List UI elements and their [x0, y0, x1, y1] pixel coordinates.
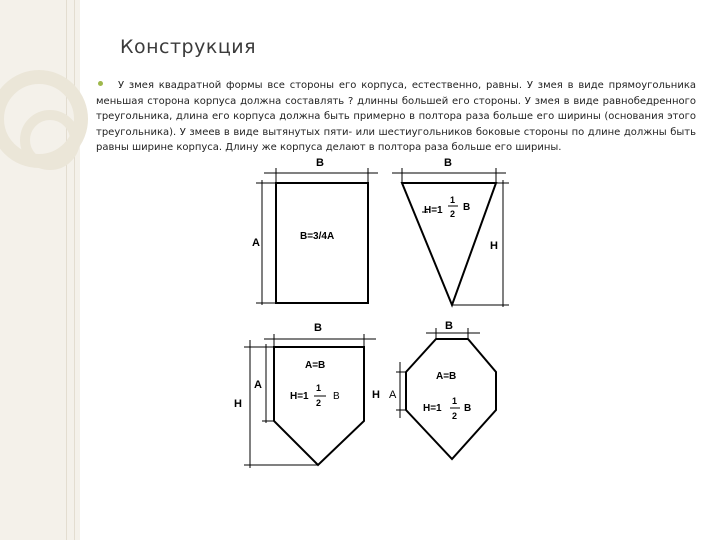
pent-frac-den: 2 [316, 398, 322, 408]
hex-top-label: B [445, 320, 453, 332]
hex-equality: A=B [436, 371, 457, 382]
tri-frac-den: 2 [450, 209, 456, 219]
hex-formula-suffix: B [464, 403, 472, 414]
tri-formula-prefix: H=1 [424, 205, 443, 216]
pent-side-label-a: A [254, 379, 262, 391]
tri-frac-num: 1 [450, 195, 456, 205]
tri-top-label: B [444, 157, 452, 169]
triangle-kite-body [402, 183, 496, 305]
hex-frac-den: 2 [452, 411, 458, 421]
rect-top-label: B [316, 157, 324, 169]
pent-formula-suffix: B [333, 391, 340, 402]
pent-equality: A=B [305, 360, 326, 371]
slide-title: Конструкция [120, 36, 257, 58]
pent-side-label-h: H [234, 398, 242, 410]
tri-formula-suffix: B [463, 202, 471, 213]
hex-formula-prefix: H=1 [423, 403, 442, 414]
tri-side-label: H [490, 240, 498, 252]
pent-frac-num: 1 [316, 383, 322, 393]
hex-side-label-h: H [372, 389, 380, 401]
rect-formula: B=3/4A [300, 231, 335, 242]
pent-top-label: B [314, 322, 322, 334]
body-paragraph: У змея квадратной формы все стороны его корпуса, естественно, равны. У змея в виде прямоугольника меньшая сторона корпуса должна составлять ? длинны большей его стороны. У змея в виде равнобедренного треугольника, длина его корпуса должна быть примерно в полтора раза больше его ширины (основания этого треугольника). У змеев в виде вытянутых пяти- или шестиугольников боковые стороны по длине должны быть равны ширине корпуса. Длину же корпуса делают в полтора раза больше его ширины. [96, 80, 696, 153]
hex-side-label-a: A [389, 389, 397, 401]
rect-side-label: A [252, 237, 260, 249]
hex-frac-num: 1 [452, 396, 458, 406]
hexagon-kite-body [406, 339, 496, 459]
rectangle-kite-body [276, 183, 368, 303]
pent-formula-prefix: H=1 [290, 391, 309, 402]
